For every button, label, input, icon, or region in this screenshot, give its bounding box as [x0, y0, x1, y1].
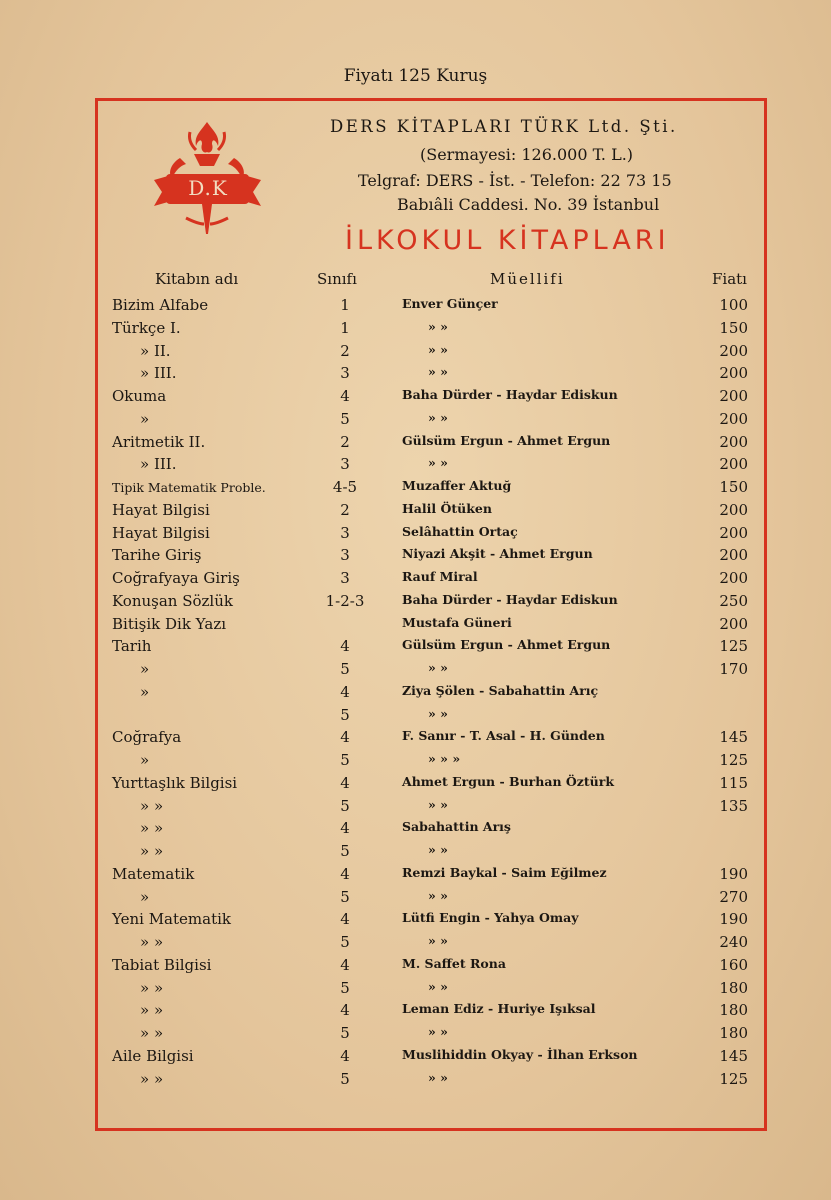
book-name: » »	[140, 1024, 164, 1042]
book-row	[0, 544, 831, 567]
book-grade: 5	[340, 842, 350, 860]
book-author: Ahmet Ergun - Burhan Öztürk	[402, 773, 614, 789]
book-name: »	[140, 409, 150, 428]
book-author: » »	[428, 455, 448, 471]
book-row	[0, 658, 831, 681]
book-price: 180	[719, 1001, 748, 1020]
book-grade: 4	[340, 819, 350, 838]
book-grade: 3	[340, 364, 350, 383]
book-author: » »	[428, 705, 448, 721]
book-grade: 1	[340, 296, 350, 314]
book-name: Yeni Matematik	[112, 910, 231, 929]
book-price: 145	[719, 1046, 748, 1065]
book-author: » »	[428, 364, 448, 380]
book-author: » »	[428, 318, 448, 334]
book-price: 125	[719, 1069, 748, 1088]
book-list	[0, 294, 831, 1090]
book-grade: 2	[340, 500, 350, 519]
column-header-grade: Sınıfı	[317, 270, 357, 288]
book-name: Türkçe I.	[112, 318, 181, 337]
book-price: 135	[719, 796, 748, 815]
book-grade: 5	[340, 705, 350, 724]
book-grade: 2	[340, 341, 350, 360]
book-row	[0, 886, 831, 909]
column-header-name: Kitabın adı	[155, 270, 239, 288]
book-grade: 3	[340, 455, 350, 474]
book-row	[0, 294, 831, 317]
book-grade: 5	[340, 887, 350, 906]
book-row	[0, 772, 831, 795]
logo-text: D.K	[188, 176, 228, 200]
book-name: Bizim Alfabe	[112, 296, 209, 314]
book-author: » »	[428, 978, 448, 994]
book-grade: 4	[340, 910, 350, 929]
book-author: Mustafa Güneri	[402, 614, 512, 630]
book-name: » »	[140, 842, 164, 860]
book-grade: 5	[340, 409, 350, 428]
book-author: » »	[428, 341, 448, 357]
book-author: Enver Günçer	[402, 296, 498, 311]
book-name: Yurttaşlık Bilgisi	[112, 773, 238, 792]
book-name: » II.	[140, 341, 171, 360]
book-row	[0, 795, 831, 818]
book-name: »	[140, 751, 150, 769]
book-row	[0, 613, 831, 636]
book-name: »	[140, 887, 150, 906]
book-grade: 1	[340, 318, 350, 337]
book-price: 200	[719, 614, 748, 633]
book-name: Tarih	[112, 637, 152, 656]
book-author: Halil Ötüken	[402, 500, 492, 516]
book-author: Gülsüm Ergun - Ahmet Ergun	[402, 432, 611, 448]
book-author: Gülsüm Ergun - Ahmet Ergun	[402, 637, 611, 653]
publisher-address: Babıâli Caddesi. No. 39 İstanbul	[397, 195, 660, 214]
book-name: Okuma	[112, 387, 167, 405]
book-grade: 4	[340, 773, 350, 792]
book-price: 100	[719, 296, 748, 314]
book-price: 200	[719, 341, 748, 360]
book-price: 145	[719, 728, 748, 747]
book-grade: 5	[340, 1069, 350, 1088]
book-price: 190	[719, 910, 748, 929]
book-author: Baha Dürder - Haydar Ediskun	[402, 387, 618, 402]
book-name: Tipik Matematik Proble.	[112, 480, 266, 495]
book-grade: 4	[340, 1001, 350, 1020]
book-name: » »	[140, 1001, 164, 1020]
book-author: Rauf Miral	[402, 569, 478, 584]
publisher-contact: Telgraf: DERS - İst. - Telefon: 22 73 15	[358, 171, 672, 190]
book-row	[0, 476, 831, 499]
book-author: Muzaffer Aktuğ	[402, 478, 512, 493]
book-price: 150	[719, 318, 748, 337]
book-name: Aile Bilgisi	[112, 1046, 194, 1065]
book-author: Ziya Şölen - Sabahattin Arıç	[402, 682, 599, 698]
cover-price: Fiyatı 125 Kuruş	[343, 66, 488, 86]
book-name: » III.	[140, 455, 177, 474]
book-grade: 3	[340, 546, 350, 565]
book-row	[0, 840, 831, 863]
book-row	[0, 385, 831, 408]
book-author: Selâhattin Ortaç	[402, 523, 518, 539]
book-row	[0, 704, 831, 727]
book-grade: 5	[340, 751, 350, 769]
book-grade: 5	[340, 933, 350, 951]
book-grade: 3	[340, 569, 350, 587]
book-grade: 5	[340, 660, 350, 678]
book-row	[0, 977, 831, 1000]
book-grade: 4	[340, 682, 350, 701]
book-grade: 4	[340, 728, 350, 747]
book-name: » »	[140, 819, 164, 838]
book-author: Remzi Baykal - Saim Eğilmez	[402, 864, 607, 880]
book-price: 125	[719, 751, 748, 769]
book-price: 200	[719, 387, 748, 405]
book-author: » » »	[428, 751, 461, 766]
book-row	[0, 317, 831, 340]
book-author: F. Sanır - T. Asal - H. Günden	[402, 728, 605, 744]
book-author: » »	[428, 660, 448, 675]
book-price: 150	[719, 478, 748, 496]
book-row	[0, 1022, 831, 1045]
book-row	[0, 954, 831, 977]
book-row	[0, 817, 831, 840]
book-row	[0, 1045, 831, 1068]
book-price: 125	[719, 637, 748, 656]
book-row	[0, 681, 831, 704]
book-author: Lütfi Engin - Yahya Omay	[402, 910, 579, 926]
book-author: Baha Dürder - Haydar Ediskun	[402, 591, 618, 607]
book-row	[0, 1068, 831, 1091]
book-row	[0, 726, 831, 749]
book-price: 200	[719, 409, 748, 428]
book-price: 200	[719, 432, 748, 451]
book-price: 200	[719, 455, 748, 474]
book-row	[0, 522, 831, 545]
book-price: 180	[719, 1024, 748, 1042]
book-price: 200	[719, 546, 748, 565]
book-name: Coğrafyaya Giriş	[112, 569, 240, 587]
book-author: » »	[428, 796, 448, 812]
book-name: Hayat Bilgisi	[112, 500, 210, 519]
book-name: Tarihe Giriş	[112, 546, 202, 565]
book-row	[0, 567, 831, 590]
book-grade: 2	[340, 432, 350, 451]
book-grade: 3	[340, 523, 350, 542]
book-row	[0, 863, 831, 886]
book-row	[0, 431, 831, 454]
book-price: 200	[719, 569, 748, 587]
book-grade: 4	[340, 955, 350, 974]
publisher-name: DERS KİTAPLARI TÜRK Ltd. Şti.	[330, 117, 678, 136]
book-row	[0, 635, 831, 658]
book-price: 180	[719, 978, 748, 997]
book-price: 170	[719, 660, 748, 678]
book-name: » »	[140, 933, 164, 951]
book-row	[0, 931, 831, 954]
book-author: » »	[428, 409, 448, 425]
book-row	[0, 749, 831, 772]
book-author: » »	[428, 933, 448, 948]
book-grade: 5	[340, 978, 350, 997]
book-grade: 5	[340, 796, 350, 815]
book-author: Leman Ediz - Huriye Işıksal	[402, 1001, 596, 1017]
catalog-title: İLKOKUL KİTAPLARI	[345, 225, 670, 256]
book-grade: 5	[340, 1024, 350, 1042]
book-name: » »	[140, 1069, 164, 1088]
book-author: M. Saffet Rona	[402, 955, 506, 971]
book-author: Sabahattin Arış	[402, 819, 511, 835]
book-author: » »	[428, 1069, 448, 1085]
book-price: 115	[719, 773, 748, 792]
book-row	[0, 999, 831, 1022]
book-row	[0, 453, 831, 476]
book-name: Hayat Bilgisi	[112, 523, 210, 542]
book-name: Tabiat Bilgisi	[112, 955, 212, 974]
book-name: Coğrafya	[112, 728, 182, 747]
book-grade: 4	[340, 637, 350, 656]
book-author: » »	[428, 842, 448, 857]
book-grade: 4	[340, 1046, 350, 1065]
book-name: »	[140, 660, 150, 678]
book-row	[0, 340, 831, 363]
book-grade: 1-2-3	[325, 591, 365, 610]
book-name: Konuşan Sözlük	[112, 591, 233, 610]
book-grade: 4-5	[332, 478, 358, 496]
book-row	[0, 590, 831, 613]
book-grade: 4	[340, 864, 350, 883]
book-price: 250	[719, 591, 748, 610]
book-price: 200	[719, 364, 748, 383]
book-name: »	[140, 682, 150, 701]
book-author: » »	[428, 1024, 448, 1039]
book-price: 240	[719, 933, 748, 951]
book-name: » »	[140, 796, 164, 815]
book-price: 200	[719, 523, 748, 542]
book-price: 200	[719, 500, 748, 519]
book-price: 160	[719, 955, 748, 974]
book-author: Niyazi Akşit - Ahmet Ergun	[402, 546, 593, 562]
book-author: » »	[428, 887, 448, 903]
book-author: Muslihiddin Okyay - İlhan Erkson	[402, 1046, 638, 1062]
book-name: Aritmetik II.	[112, 432, 206, 451]
book-name: Bitişik Dik Yazı	[112, 614, 227, 633]
book-name: » »	[140, 978, 164, 997]
book-name: Matematik	[112, 864, 195, 883]
book-row	[0, 362, 831, 385]
publisher-capital: (Sermayesi: 126.000 T. L.)	[420, 145, 634, 164]
book-row	[0, 908, 831, 931]
book-row	[0, 499, 831, 522]
column-header-price: Fiatı	[712, 270, 747, 288]
book-price: 270	[719, 887, 748, 906]
book-price: 190	[719, 864, 748, 883]
book-grade: 4	[340, 387, 350, 405]
column-header-author: Müellifi	[490, 270, 565, 288]
book-row	[0, 408, 831, 431]
book-name: » III.	[140, 364, 177, 383]
